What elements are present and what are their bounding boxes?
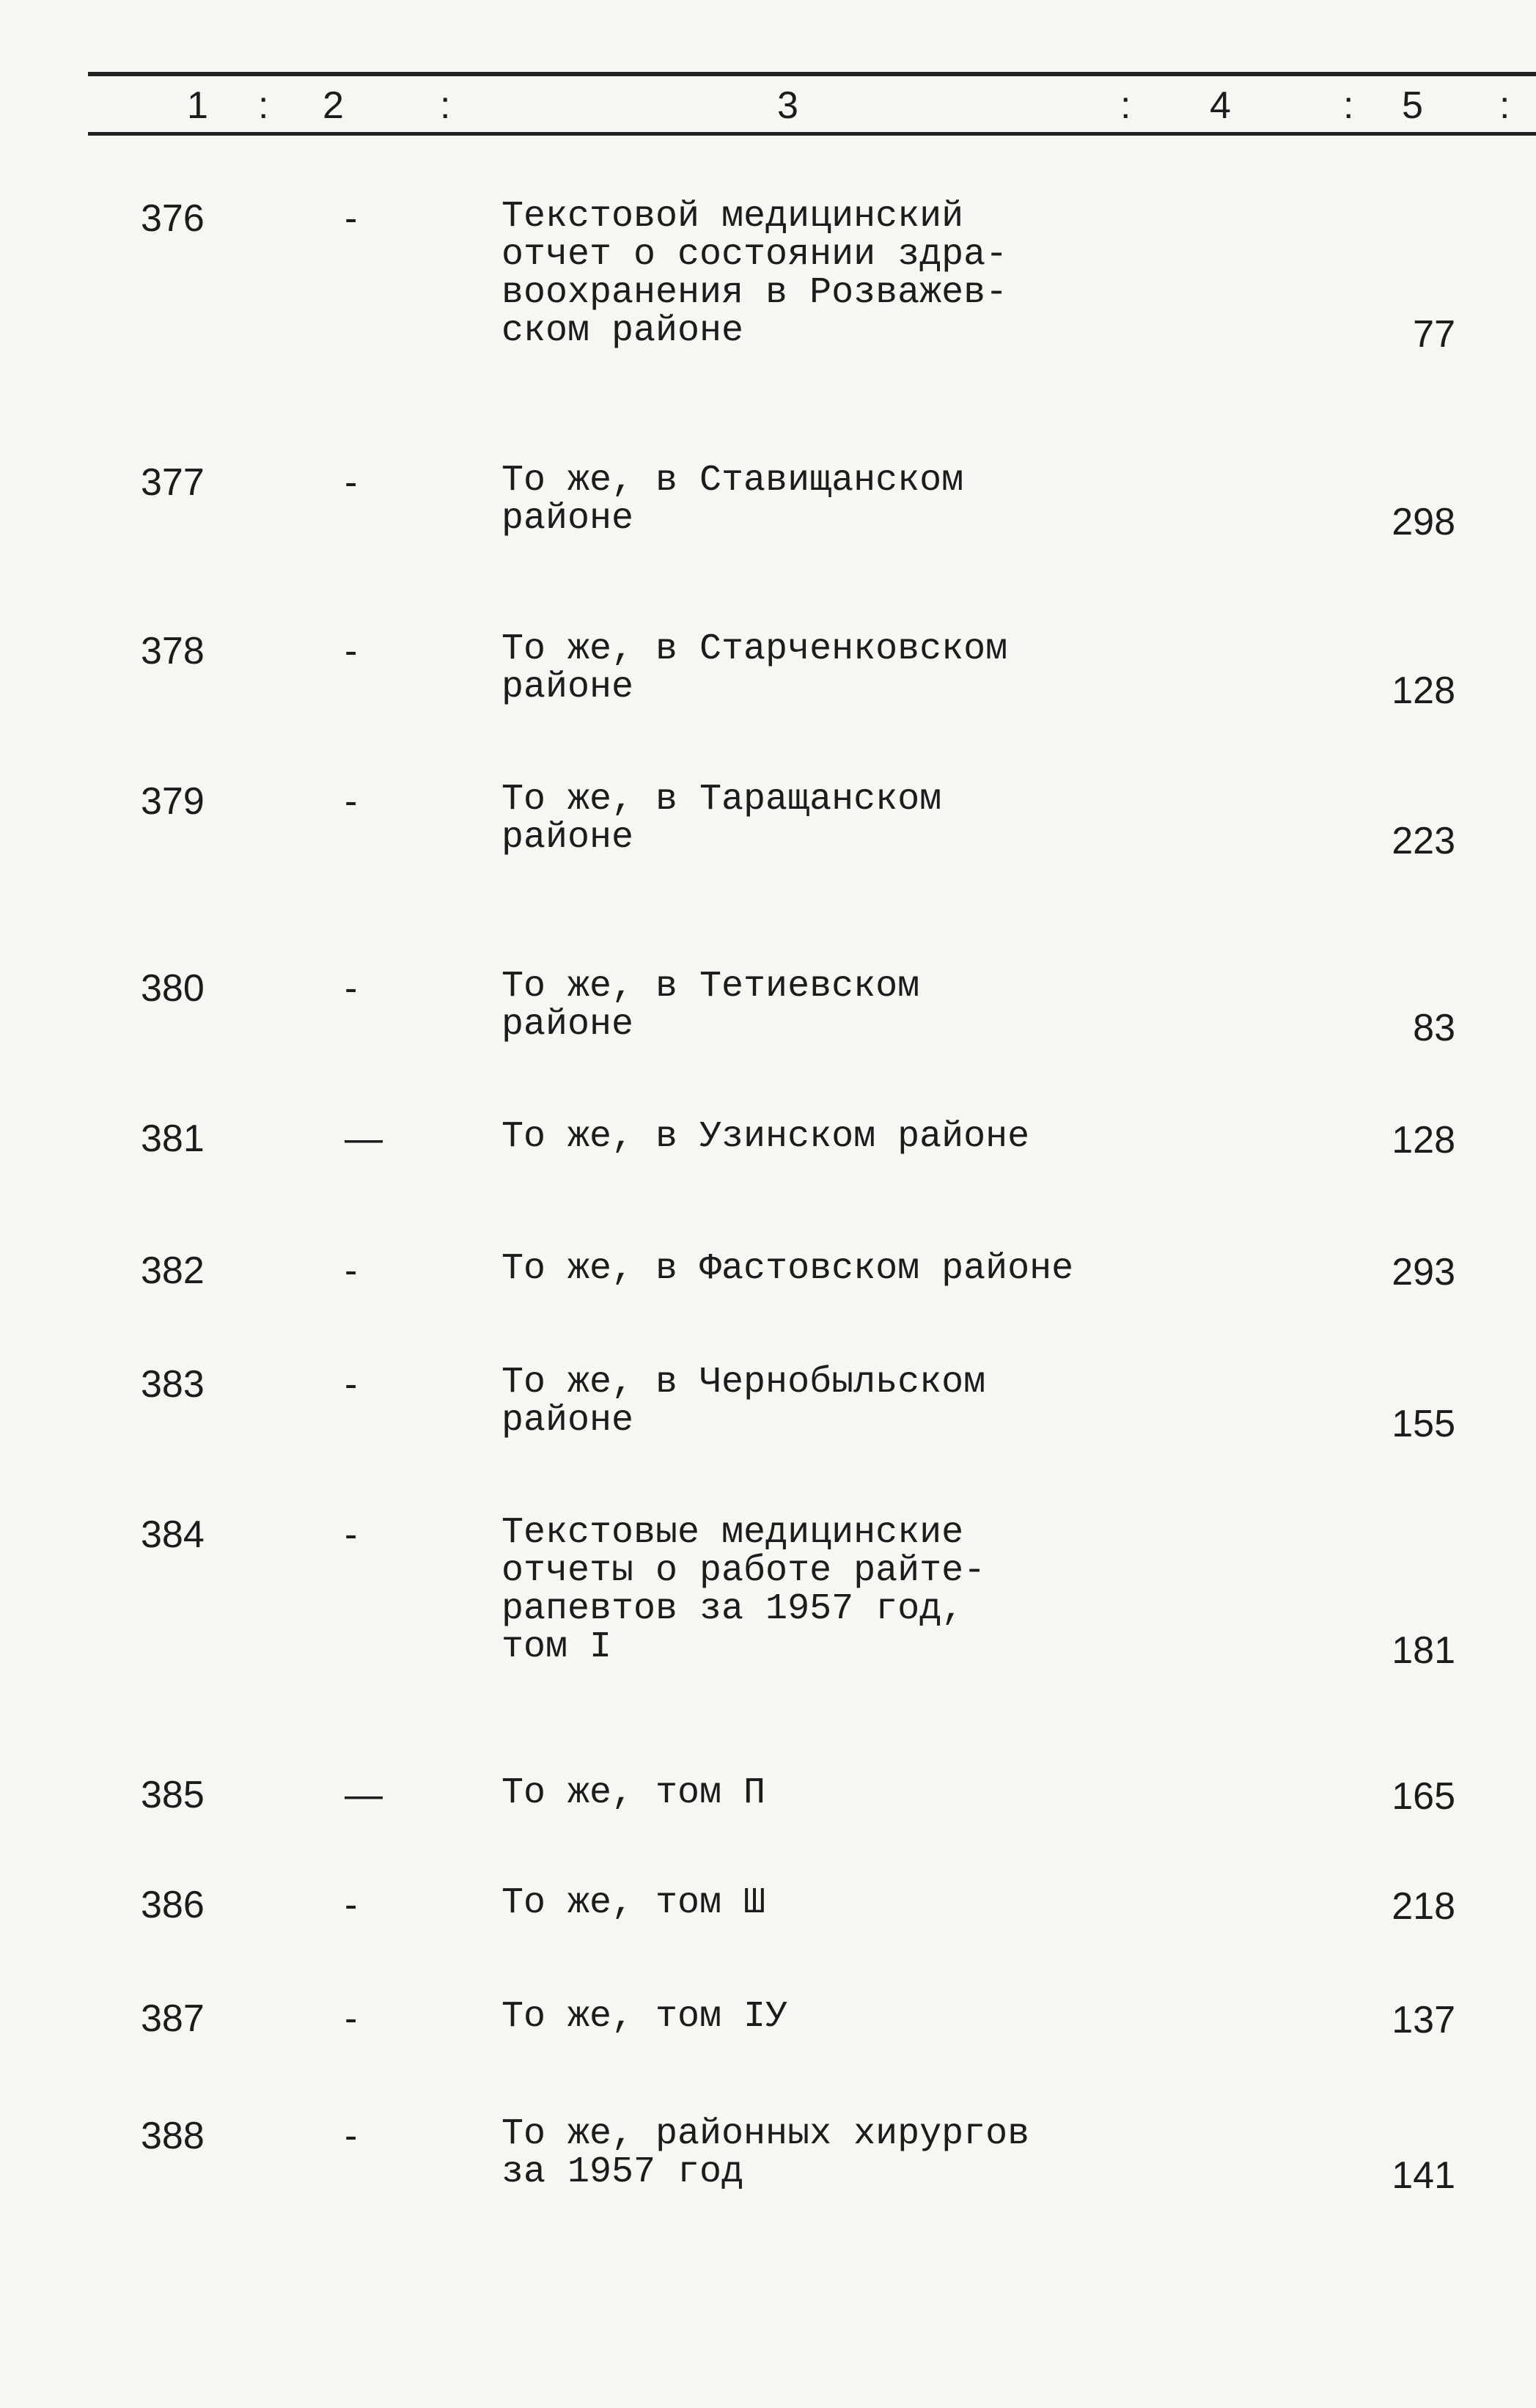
item-title [501, 1774, 1132, 1813]
item-number: 384 [141, 1513, 205, 1556]
column-separator: : [1343, 84, 1354, 127]
item-title-line: отчеты о работе райте- [501, 1550, 986, 1592]
item-number: 377 [141, 461, 205, 504]
item-page-count: 128 [1392, 1119, 1455, 1161]
column-separator: : [440, 84, 451, 127]
item-title-line: отчет о состоянии здра- [501, 234, 1008, 276]
item-page-count: 77 [1413, 313, 1455, 356]
item-title [501, 1514, 1132, 1667]
item-title-line: То же, в Чернобыльском [501, 1362, 986, 1403]
item-mark: - [345, 1997, 358, 2040]
item-title [501, 1884, 1132, 1923]
item-title-line: за 1957 год [501, 2151, 744, 2193]
item-title [501, 968, 1132, 1044]
item-title [501, 1250, 1132, 1288]
item-title [501, 628, 1132, 708]
item-title-line: То же, в Фастовском районе [501, 1248, 1074, 1290]
item-title-line: То же, том IУ [501, 1996, 788, 2038]
item-title [501, 462, 1132, 538]
column-header-4: 4 [1210, 84, 1231, 127]
item-title [501, 1364, 1132, 1440]
item-title [501, 781, 1132, 857]
column-header-1: 1 [187, 84, 208, 127]
item-title-line: То же, в Ставищанском [501, 460, 964, 502]
item-title-line: То же, том П [501, 1772, 766, 1814]
item-mark: - [345, 1513, 358, 1556]
item-page-count: 83 [1413, 1007, 1455, 1049]
column-header-5: 5 [1402, 84, 1423, 127]
item-number: 381 [141, 1117, 205, 1160]
item-number: 376 [141, 197, 205, 240]
item-title-line: том I [501, 1626, 612, 1668]
item-title-line: Текстовые медицинские [501, 1512, 964, 1554]
item-page-count: 293 [1392, 1251, 1455, 1293]
item-title-line: То же, в Тетиевском [501, 966, 920, 1007]
item-title-line: воохранения в Розважев- [501, 272, 1008, 314]
item-mark: - [345, 1249, 358, 1292]
item-mark: - [345, 630, 358, 672]
item-mark: - [345, 780, 358, 823]
item-mark: - [345, 967, 358, 1010]
item-title-line: То же, районных хирургов [501, 2113, 1030, 2155]
item-number: 378 [141, 630, 205, 672]
item-number: 385 [141, 1774, 205, 1816]
item-number: 386 [141, 1884, 205, 1926]
item-mark: — [345, 1774, 383, 1816]
item-title [501, 198, 1132, 350]
item-title-line: рапевтов за 1957 год, [501, 1588, 964, 1630]
column-separator: : [1499, 84, 1510, 127]
item-mark: - [345, 1884, 358, 1926]
item-title-line: районе [501, 1004, 634, 1046]
item-page-count: 223 [1392, 820, 1455, 862]
column-separator: : [258, 84, 269, 127]
item-page-count: 155 [1392, 1403, 1455, 1445]
item-title-line: То же, в Узинском районе [501, 1116, 1030, 1158]
item-number: 383 [141, 1363, 205, 1406]
item-page-count: 128 [1392, 669, 1455, 712]
item-mark: — [345, 1117, 383, 1160]
item-title-line: Текстовой медицинский [501, 196, 964, 238]
item-number: 379 [141, 780, 205, 823]
item-title-line: То же, в Старченковском [501, 628, 1008, 670]
item-page-count: 218 [1392, 1885, 1455, 1928]
header-bottom-rule [88, 132, 1536, 136]
item-number: 387 [141, 1997, 205, 2040]
item-title-line: районе [501, 1400, 634, 1442]
item-page-count: 141 [1392, 2154, 1455, 2197]
item-page-count: 137 [1392, 1999, 1455, 2041]
item-page-count: 298 [1392, 501, 1455, 543]
item-title [501, 1998, 1132, 2036]
column-header-2: 2 [323, 84, 344, 127]
item-mark: - [345, 461, 358, 504]
item-title-line: районе [501, 498, 634, 540]
header-top-rule [88, 72, 1536, 76]
item-page-count: 165 [1392, 1775, 1455, 1818]
item-title [501, 1118, 1132, 1156]
item-title-line: районе [501, 667, 634, 708]
item-title-line: ском районе [501, 310, 744, 352]
item-page-count: 181 [1392, 1629, 1455, 1672]
item-number: 382 [141, 1249, 205, 1292]
item-title-line: То же, том Ш [501, 1882, 766, 1924]
item-title [501, 2115, 1132, 2192]
column-header-3: 3 [777, 84, 798, 127]
item-mark: - [345, 197, 358, 240]
item-mark: - [345, 2115, 358, 2157]
item-mark: - [345, 1363, 358, 1406]
column-separator: : [1120, 84, 1131, 127]
item-title-line: То же, в Таращанском [501, 779, 942, 821]
item-number: 380 [141, 967, 205, 1010]
item-number: 388 [141, 2115, 205, 2157]
item-title-line: районе [501, 817, 634, 859]
